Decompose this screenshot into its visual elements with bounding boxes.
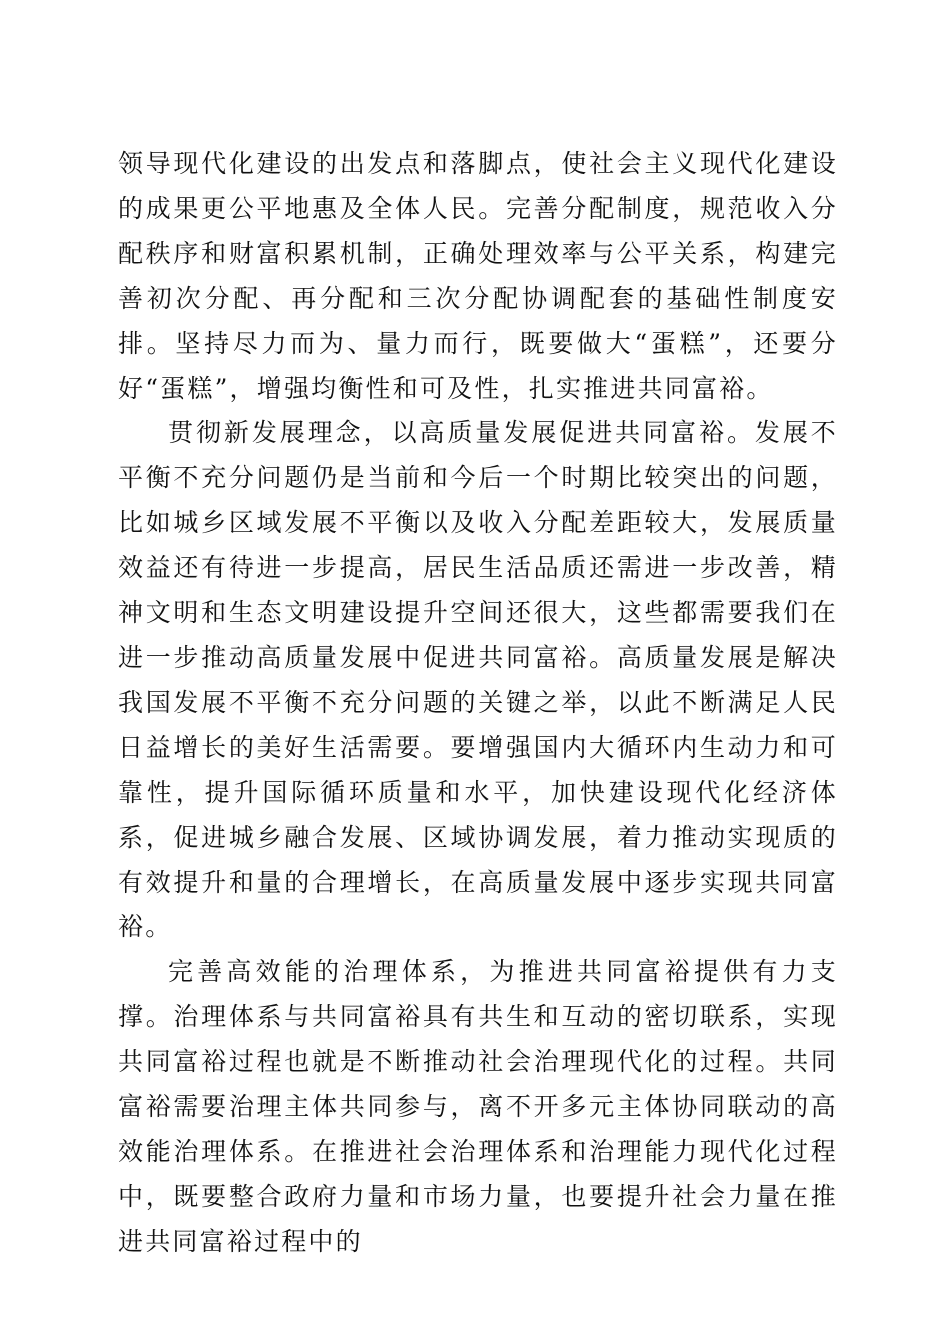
paragraph-2: 贯彻新发展理念，以高质量发展促进共同富裕。发展不平衡不充分问题仍是当前和今后一个时期比较突出的问题，比如城乡区域发展不平衡以及收入分配差距较大，发展质量效益还有待进一步提高，居民生活品质还需进一步改善，精神文明和生态文明建设提升空间还很大，这些都需要我们在进一步推动高质量发展中促进共同富裕。高质量发展是解决我国发展不平衡不充分问题的关键之举，以此不断满足人民日益增长的美好生活需要。要增强国内大循环内生动力和可靠性，提升国际循环质量和水平，加快建设现代化经济体系，促进城乡融合发展、区域协调发展，着力推动实现质的有效提升和量的合理增长，在高质量发展中逐步实现共同富裕。 [118, 418, 838, 942]
paragraph-1: 领导现代化建设的出发点和落脚点，使社会主义现代化建设的成果更公平地惠及全体人民。完善分配制度，规范收入分配秩序和财富积累机制，正确处理效率与公平关系，构建完善初次分配、再分配和三次分配协调配套的基础性制度安排。坚持尽力而为、量力而行，既要做大“蛋糕”，还要分好“蛋糕”，增强均衡性和可及性，扎实推进共同富裕。 [118, 149, 838, 403]
paragraph-3: 完善高效能的治理体系，为推进共同富裕提供有力支撑。治理体系与共同富裕具有共生和互动的密切联系，实现共同富裕过程也就是不断推动社会治理现代化的过程。共同富裕需要治理主体共同参与，离不开多元主体协同联动的高效能治理体系。在推进社会治理体系和治理能力现代化过程中，既要整合政府力量和市场力量，也要提升社会力量在推进共同富裕过程中的 [118, 957, 838, 1256]
body-text [118, 142, 838, 1265]
